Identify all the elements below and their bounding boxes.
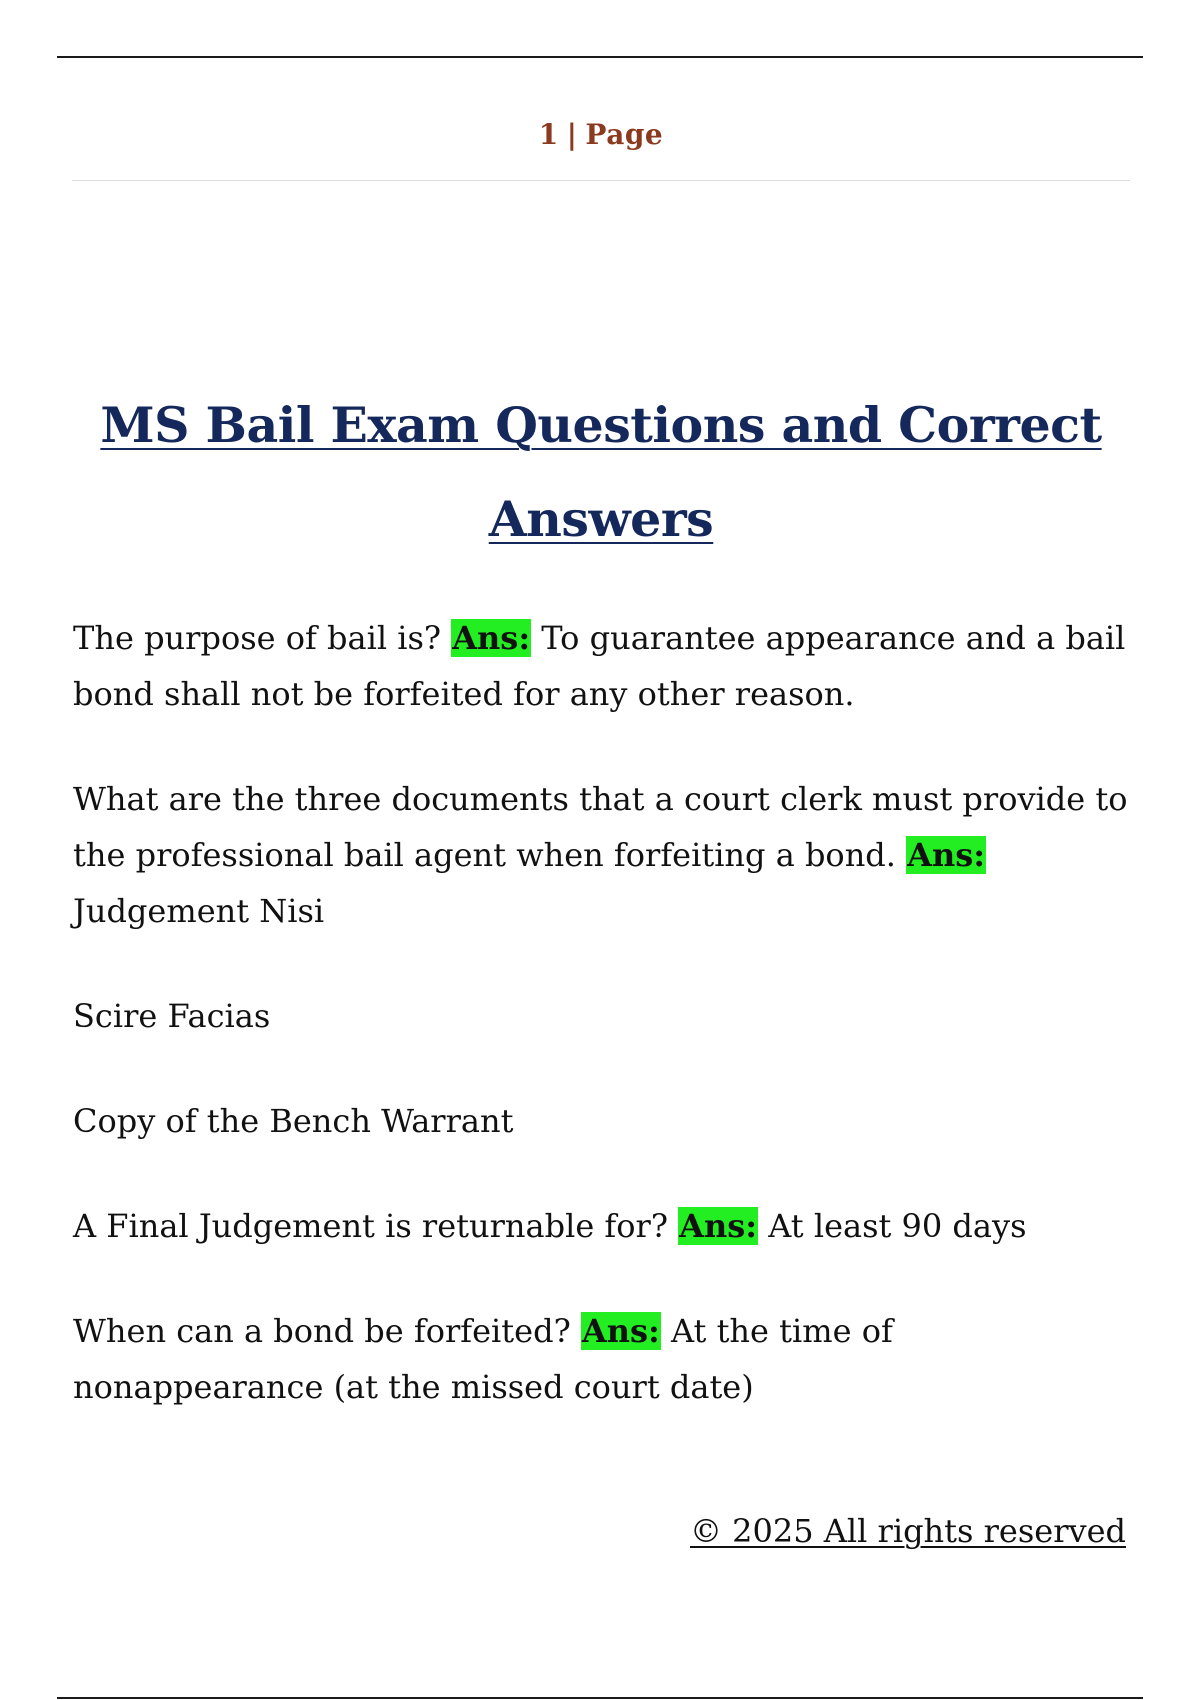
- answer-label: Ans:: [679, 1207, 758, 1245]
- top-border-rule: [57, 56, 1143, 58]
- answer-text: To guarantee appearance and a bail bond shall not be forfeited for any other reason.: [73, 619, 1126, 713]
- question-text: The purpose of bail is?: [73, 619, 442, 657]
- question-text: When can a bond be forfeited?: [73, 1312, 571, 1350]
- qa-item: [73, 771, 1133, 939]
- question-text: A Final Judgement is returnable for?: [73, 1207, 668, 1245]
- page-number: 1: [538, 118, 559, 151]
- question-text: What are the three documents that a court clerk must provide to the professional bail agent when forfeiting a bond.: [73, 780, 1128, 874]
- answer-extra-line: Copy of the Bench Warrant: [73, 1102, 514, 1140]
- answer-text: Judgement Nisi: [73, 892, 325, 930]
- answer-text: At least 90 days: [768, 1207, 1027, 1245]
- qa-item: [73, 1303, 1133, 1415]
- header-divider: [72, 180, 1130, 181]
- answer-label: Ans:: [907, 836, 986, 874]
- page-label: Page: [585, 118, 664, 151]
- bottom-border-rule: [57, 1697, 1143, 1699]
- answer-label: Ans:: [581, 1312, 660, 1350]
- document-body: [73, 610, 1133, 1464]
- title-line-1: MS Bail Exam Questions and Correct: [100, 396, 1102, 454]
- page-separator: |: [566, 118, 578, 151]
- title-line-2: Answers: [488, 490, 714, 548]
- answer-text: At the time of nonappearance (at the missed court date): [73, 1312, 893, 1406]
- answer-label: Ans:: [452, 619, 531, 657]
- answer-extra-line: Scire Facias: [73, 997, 271, 1035]
- qa-item: [73, 610, 1133, 722]
- document-title: [72, 378, 1130, 566]
- page-header: [72, 118, 1130, 151]
- qa-item: [73, 1198, 1133, 1254]
- copyright-notice: © 2025 All rights reserved: [690, 1512, 1126, 1550]
